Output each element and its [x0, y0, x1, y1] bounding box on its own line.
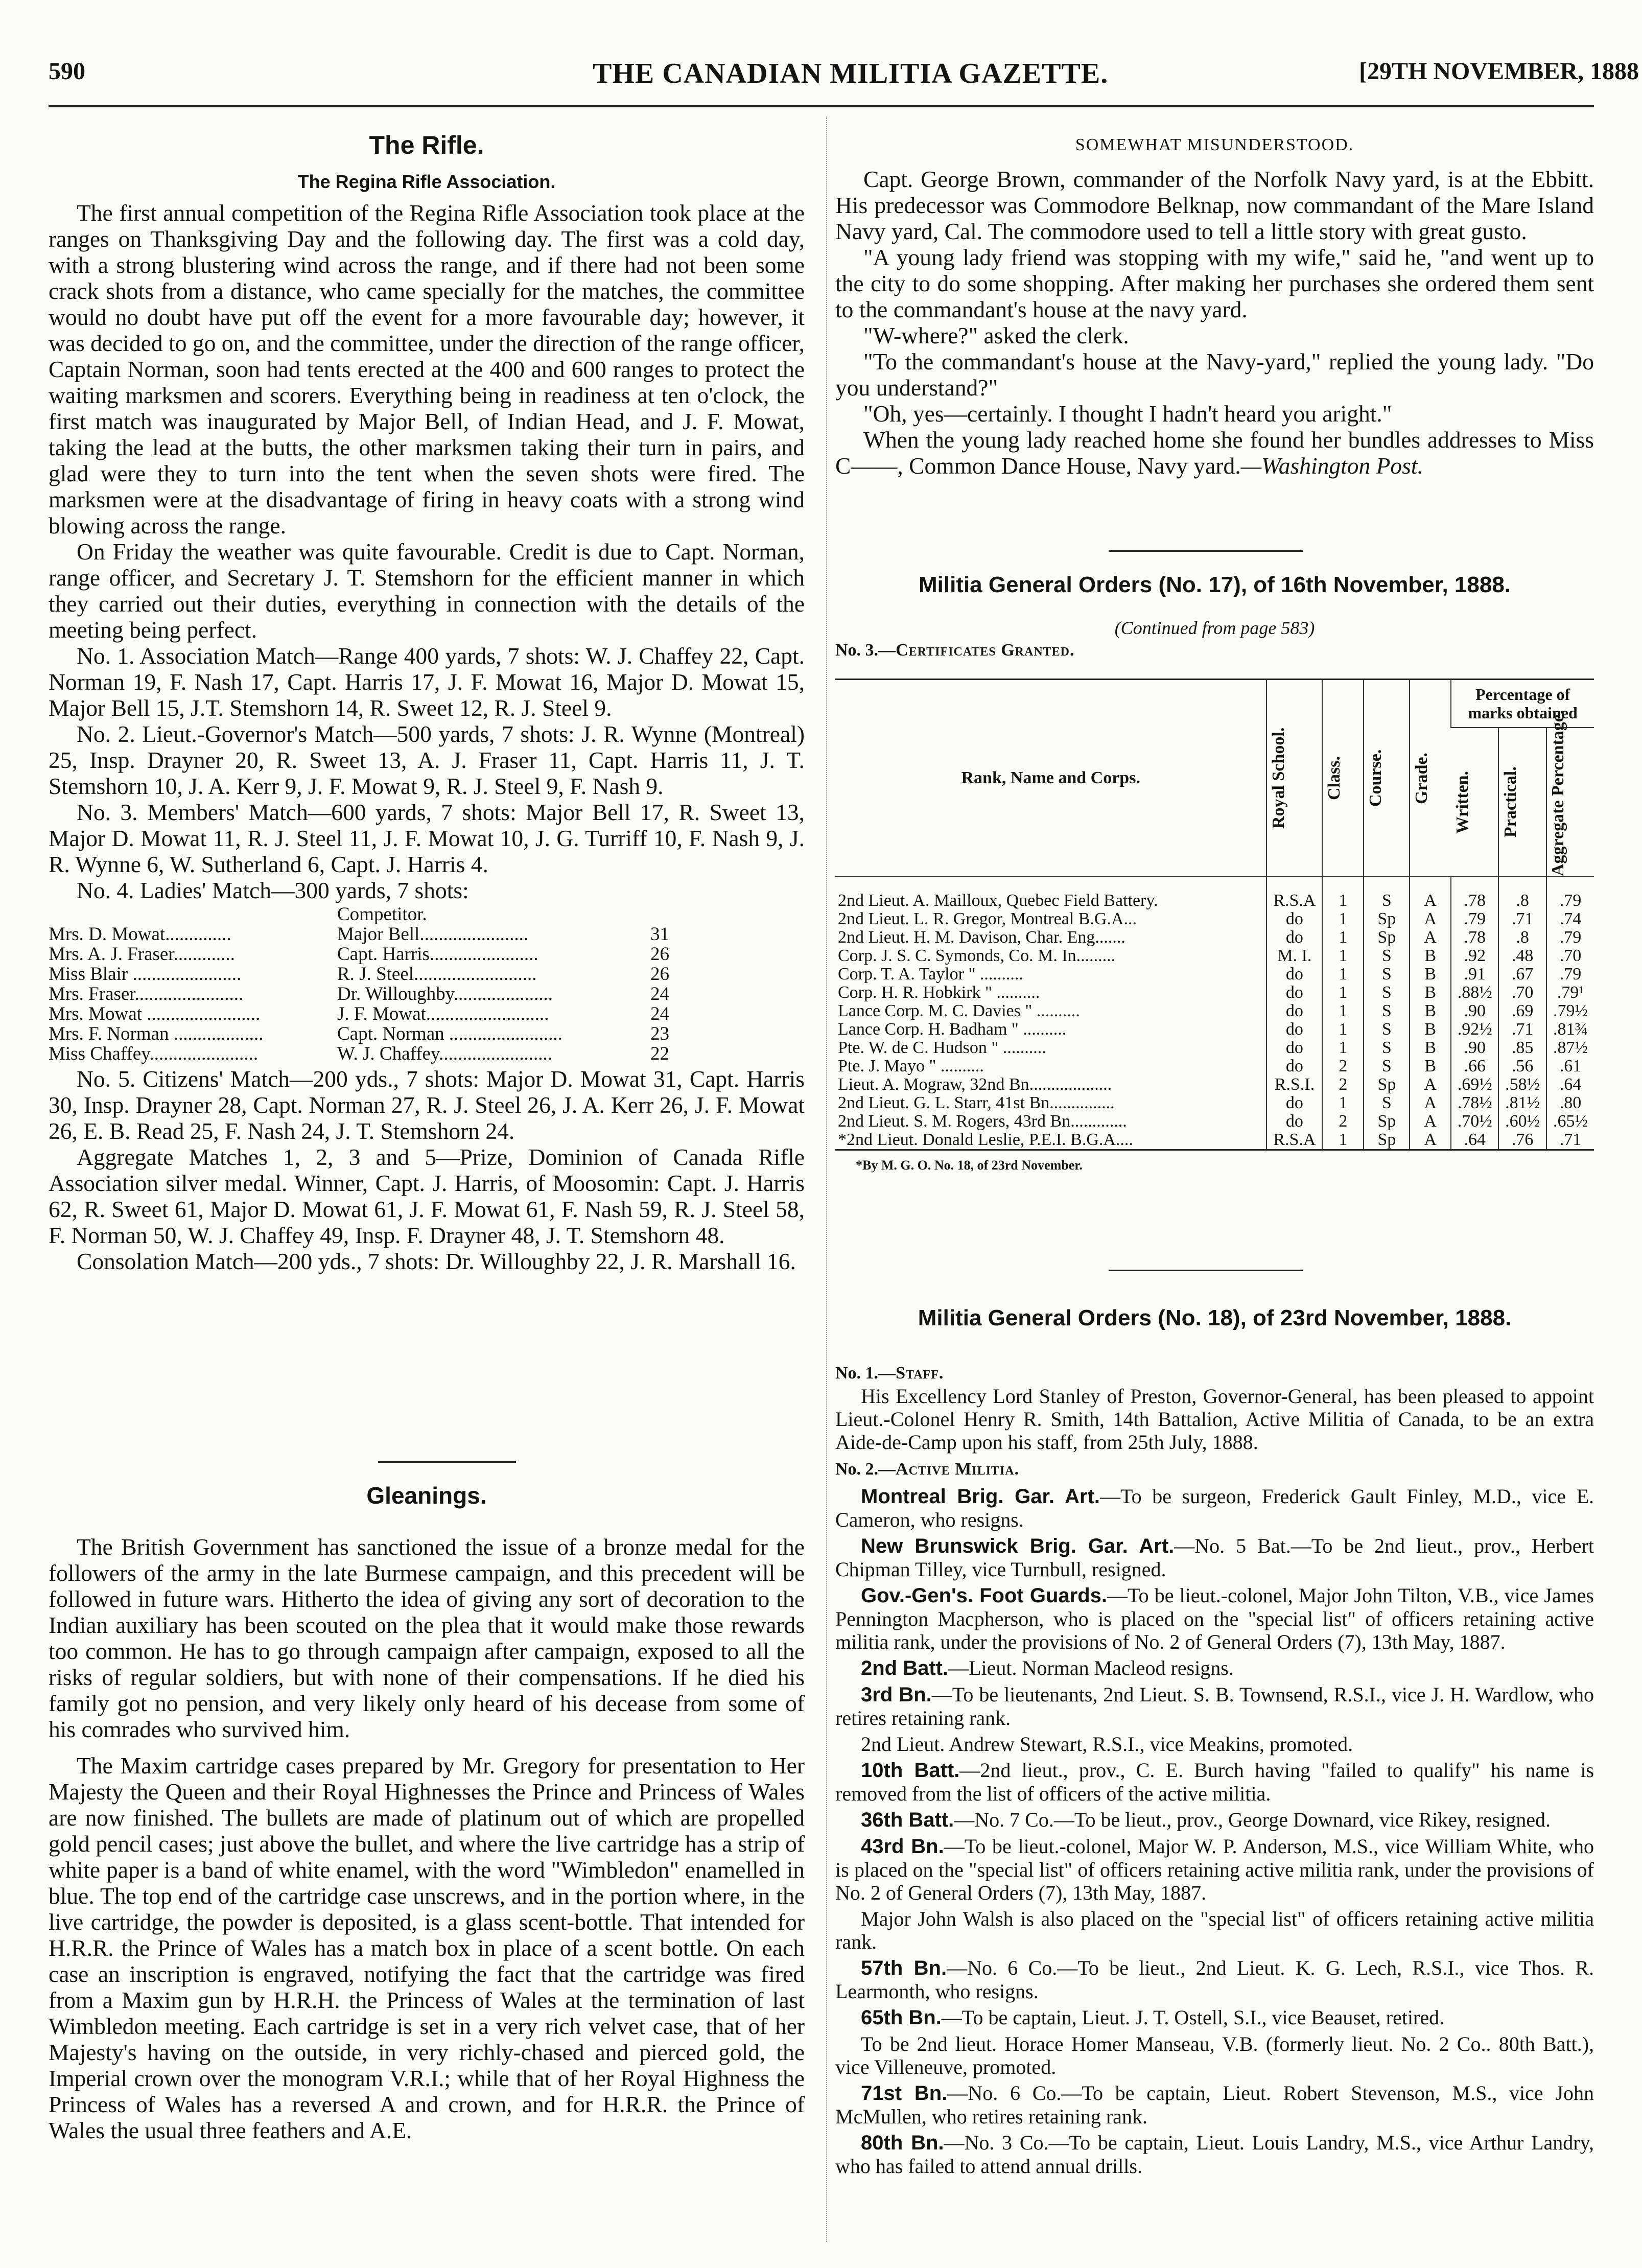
- cell-written: .88½: [1451, 984, 1498, 1002]
- score: 23: [650, 1023, 669, 1044]
- cell-royal-school: do: [1266, 1112, 1322, 1131]
- cell-practical: .48: [1498, 947, 1546, 965]
- paragraph: Aggregate Matches 1, 2, 3 and 5—Prize, Dominion of Canada Rifle Association silver medal. Winner, Capt. J. Harris, of Moosomin: Capt. J. Harris 62, R. Sweet 61, Major D. Mowat 61, J. F. Mowat 61, F. Nash 59, R. J. Steel 58, F. Norman 50, W. J. Chaffey 49, Insp. F. Drayner 48, J. T. Stemshorn 48.: [49, 1144, 805, 1248]
- cell-course: Sp: [1364, 910, 1410, 928]
- cell-class: 1: [1322, 1094, 1364, 1112]
- order-entry: [835, 1759, 1594, 1805]
- cell-written: .90: [1451, 1039, 1498, 1057]
- cell-royal-school: R.S.A: [1266, 1131, 1322, 1149]
- order-text: —Lieut. Norman Macleod resigns.: [948, 1656, 1234, 1679]
- cell-class: 1: [1322, 928, 1364, 947]
- cell-grade: A: [1410, 1131, 1451, 1149]
- cell-royal-school: do: [1266, 910, 1322, 928]
- cell-course: S: [1364, 1057, 1410, 1075]
- unit-name: 2nd Batt.: [861, 1657, 949, 1679]
- score: 26: [650, 944, 669, 965]
- col-grade: Grade.: [1410, 680, 1451, 877]
- cell-royal-school: do: [1266, 1002, 1322, 1020]
- cell-rank-name-corps: Corp. T. A. Taylor " ..........: [838, 965, 1023, 984]
- cell-course: Sp: [1364, 1075, 1410, 1094]
- order-text: —To be lieutenants, 2nd Lieut. S. B. Townsend, R.S.I., vice J. H. Wardlow, who retires retaining rank.: [835, 1683, 1594, 1729]
- certificates-body: [835, 877, 1594, 1149]
- paragraph: No. 1. Association Match—Range 400 yards, 7 shots: W. J. Chaffey 22, Capt. Norman 19, F. Nash 17, Capt. Harris 17, J. F. Mowat 16, Major D. Mowat 15, Major Bell 15, J.T. Stemshorn 14, R. Sweet 12, R. J. Steel 9.: [49, 643, 805, 721]
- story-source: —Washington Post.: [1240, 453, 1423, 479]
- paragraph: On Friday the weather was quite favourable. Credit is due to Capt. Norman, range officer, and Secretary J. T. Stemshorn for the efficient manner in which they carried out their duties, everything in connection with the details of the meeting being perfect.: [49, 539, 805, 643]
- cell-written: .78½: [1451, 1094, 1498, 1112]
- ladies-row: [49, 924, 805, 944]
- cell-class: 2: [1322, 1057, 1364, 1075]
- paragraph: "To the commandant's house at the Navy-yard," replied the young lady. "Do you understand?": [835, 348, 1594, 401]
- ladies-row: [49, 944, 805, 964]
- cell-royal-school: R.S.I.: [1266, 1075, 1322, 1094]
- competitor-name: Capt. Harris.......................: [337, 944, 538, 964]
- lady-name: Mrs. Mowat ........................: [49, 1004, 261, 1024]
- col-school: Royal School.: [1266, 680, 1322, 877]
- cell-written: .92½: [1451, 1020, 1498, 1039]
- masthead-title: THE CANADIAN MILITIA GAZETTE.: [593, 58, 1109, 89]
- cell-practical: .70: [1498, 984, 1546, 1002]
- section-title-gleanings: Gleanings.: [366, 1482, 487, 1509]
- cell-grade: B: [1410, 947, 1451, 965]
- order-text: —No. 6 Co.—To be lieut., 2nd Lieut. K. G. Lech, R.S.I., vice Thos. R. Learmonth, who resigns.: [835, 1956, 1594, 2003]
- paragraph: No. 2. Lieut.-Governor's Match—500 yards, 7 shots: J. R. Wynne (Montreal) 25, Insp. Drayner 20, R. Sweet 13, A. J. Fraser 11, Capt. Harris 11, J. T. Stemshorn 10, J. A. Kerr 9, J. F. Mowat 9, R. J. Steel 9, F. Nash 9.: [49, 721, 805, 799]
- order-entry: [835, 1584, 1594, 1653]
- mgo17-title: Militia General Orders (No. 17), of 16th November, 1888.: [918, 572, 1511, 597]
- cell-class: 1: [1322, 984, 1364, 1002]
- cell-class: 2: [1322, 1112, 1364, 1131]
- cell-rank-name-corps: Corp. H. R. Hobkirk " ..........: [838, 983, 1040, 1002]
- cell-practical: .71: [1498, 910, 1546, 928]
- cell-written: .92: [1451, 947, 1498, 965]
- cell-rank-name-corps: Corp. J. S. C. Symonds, Co. M. In.........: [838, 946, 1116, 965]
- cell-course: S: [1364, 984, 1410, 1002]
- cell-royal-school: do: [1266, 1094, 1322, 1112]
- cell-practical: .69: [1498, 1002, 1546, 1020]
- paragraph: Consolation Match—200 yds., 7 shots: Dr. Willoughby 22, J. R. Marshall 16.: [77, 1248, 796, 1274]
- lady-name: Mrs. F. Norman ...................: [49, 1024, 264, 1044]
- order-entry: [835, 1956, 1594, 2003]
- mgo18-section: [835, 1305, 1594, 2181]
- table-row: [835, 1094, 1594, 1112]
- col-written: Written.: [1451, 728, 1498, 877]
- col-practical: Practical.: [1498, 728, 1546, 877]
- rifle-body: [49, 200, 805, 903]
- score: 24: [650, 984, 669, 1004]
- mgo18-body: [835, 1362, 1594, 2178]
- certificates-table-wrap: [835, 679, 1594, 1151]
- cell-aggregate: .80: [1546, 1094, 1594, 1112]
- table-header-row: [835, 680, 1594, 728]
- gleanings-section: [49, 1482, 805, 2143]
- cell-rank-name-corps: 2nd Lieut. G. L. Starr, 41st Bn...............: [838, 1093, 1115, 1112]
- column-divider: [826, 116, 827, 2242]
- cell-course: S: [1364, 1094, 1410, 1112]
- score: 26: [650, 964, 669, 985]
- certificates-table: [835, 680, 1594, 1149]
- order-entry: [835, 1733, 1594, 1756]
- paragraph: "W-where?" asked the clerk.: [863, 322, 1129, 348]
- table-row: [835, 1039, 1594, 1057]
- cell-rank-name-corps: 2nd Lieut. A. Mailloux, Quebec Field Battery.: [838, 891, 1158, 910]
- ladies-row: [49, 1044, 805, 1064]
- section-subtitle-regina: The Regina Rifle Association.: [297, 171, 556, 192]
- cell-royal-school: do: [1266, 1057, 1322, 1075]
- story-title: SOMEWHAT MISUNDERSTOOD.: [1075, 135, 1354, 154]
- cell-grade: A: [1410, 928, 1451, 947]
- section-rule: [1109, 1270, 1303, 1271]
- issue-date: [29TH NOVEMBER, 1888: [1359, 58, 1639, 85]
- col-percentage: Percentage of marks obtained: [1451, 680, 1594, 728]
- cell-written: .78: [1451, 877, 1498, 910]
- score: 24: [650, 1003, 669, 1024]
- paragraph: The British Government has sanctioned the issue of a bronze medal for the followers of the army in the late Burmese campaign, and this precedent will be followed in future wars. Hitherto the idea of giving any sort of decoration to the Indian auxiliary has been scouted on the plea that it would make those rewards too common. He has to go through campaign after campaign, exposed to all the risks of regular soldiers, but with none of their compensations. If he died his family got no pension, and very likely only heard of his decease from some of his comrades who survived him.: [49, 1534, 805, 1742]
- cell-class: 1: [1322, 1131, 1364, 1149]
- paragraph: No. 3. Members' Match—600 yards, 7 shots: Major Bell 17, R. Sweet 13, Major D. Mowat 11, R. J. Steel 11, J. F. Mowat 10, J. G. Turriff 10, F. Nash 9, J. R. Wynne 6, W. Sutherland 6, Capt. J. Harris 4.: [49, 799, 805, 877]
- table-row: [835, 984, 1594, 1002]
- cell-grade: A: [1410, 877, 1451, 910]
- cell-course: S: [1364, 1002, 1410, 1020]
- cell-written: .90: [1451, 1002, 1498, 1020]
- cell-course: Sp: [1364, 1112, 1410, 1131]
- table-footnote: *By M. G. O. No. 18, of 23rd November.: [856, 1158, 1083, 1173]
- cell-aggregate: .79: [1546, 877, 1594, 910]
- col-class: Class.: [1322, 680, 1364, 877]
- unit-name: 80th Bn.: [861, 2132, 944, 2154]
- story-body: [835, 166, 1594, 479]
- cell-royal-school: do: [1266, 1039, 1322, 1057]
- table-row: [835, 965, 1594, 984]
- cell-aggregate: .71: [1546, 1131, 1594, 1149]
- col-aggregate: Aggregate Percentage.: [1546, 728, 1594, 877]
- paragraph: The first annual competition of the Regina Rifle Association took place at the ranges on Thanksgiving Day and the following day. The first was a cold day, with a strong blustering wind across the range, and if there had not been some crack shots from a distance, who came specially for the matches, the committee would no doubt have put off the event for a more favourable day; however, it was decided to go on, and the committee, under the direction of the range officer, Captain Norman, soon had tents erected at the 400 and 600 ranges to protect the waiting marksmen and scorers. Everything being in readiness at ten o'clock, the first match was inaugurated by Major Bell, of Indian Head, and J. F. Mowat, taking the lead at the butts, the other marksmen taking their turn in pairs, and glad were they to turn into the tent when the seven shots were fired. The marksmen were at the disadvantage of firing in heavy coats with a strong wind blowing across the range.: [49, 200, 805, 539]
- unit-name: Gov.-Gen's. Foot Guards.: [861, 1584, 1108, 1607]
- cell-rank-name-corps: 2nd Lieut. H. M. Davison, Char. Eng.......: [838, 928, 1125, 947]
- ladies-row: [49, 964, 805, 984]
- cell-practical: .81½: [1498, 1094, 1546, 1112]
- cell-rank-name-corps: Pte. J. Mayo " ..........: [838, 1057, 984, 1075]
- table-row: [835, 1131, 1594, 1149]
- ladies-match-table: [49, 904, 805, 1064]
- order-text: —To be captain, Lieut. J. T. Ostell, S.I., vice Beauset, retired.: [941, 2006, 1445, 2029]
- ladies-header-row: [49, 904, 805, 924]
- cell-rank-name-corps: Lieut. A. Mograw, 32nd Bn...................: [838, 1075, 1112, 1094]
- cell-course: S: [1364, 877, 1410, 910]
- cell-class: 1: [1322, 947, 1364, 965]
- unit-name: 10th Batt.: [861, 1759, 960, 1782]
- order-entry: [835, 1683, 1594, 1729]
- cell-grade: B: [1410, 1039, 1451, 1057]
- cell-practical: .56: [1498, 1057, 1546, 1075]
- cell-practical: .60½: [1498, 1112, 1546, 1131]
- order-text: —No. 3 Co.—To be captain, Lieut. Louis Landry, M.S., vice Arthur Landry, who has failed to attend annual drills.: [835, 2131, 1594, 2178]
- cell-aggregate: .74: [1546, 910, 1594, 928]
- cell-practical: .8: [1498, 928, 1546, 947]
- mgo18-title: Militia General Orders (No. 18), of 23rd November, 1888.: [918, 1305, 1512, 1330]
- order-text: 2nd Lieut. Andrew Stewart, R.S.I., vice Meakins, promoted.: [861, 1733, 1353, 1756]
- cell-course: S: [1364, 947, 1410, 965]
- cell-course: Sp: [1364, 1131, 1410, 1149]
- order-entry: [835, 2082, 1594, 2128]
- unit-name: Montreal Brig. Gar. Art.: [861, 1485, 1100, 1508]
- subhead-certificates: No. 3.—Certificates Granted.: [835, 641, 1075, 660]
- lady-name: Mrs. Fraser.......................: [49, 984, 244, 1004]
- order-text: —To be lieut.-colonel, Major W. P. Anderson, M.S., vice William White, who is placed on the "special list" of officers retaining active militia rank, under the provisions of No. 2 of General Orders (7), 13th May, 1887.: [835, 1835, 1594, 1904]
- paragraph: "A young lady friend was stopping with my wife," said he, "and went up to the city to do some shopping. After making her purchases she ordered them sent to the commandant's house at the navy yard.: [835, 244, 1594, 322]
- competitor-name: Capt. Norman ........................: [337, 1024, 562, 1044]
- cell-course: S: [1364, 1020, 1410, 1039]
- order-text: —No. 6 Co.—To be captain, Lieut. Robert Stevenson, M.S., vice John McMullen, who retires retaining rank.: [835, 2082, 1594, 2128]
- ladies-row: [49, 1004, 805, 1024]
- cell-aggregate: .79¹: [1546, 984, 1594, 1002]
- unit-name: 65th Bn.: [861, 2006, 942, 2029]
- cell-class: 2: [1322, 1075, 1364, 1094]
- competitor-name: Major Bell.......................: [337, 924, 529, 944]
- lady-name: Mrs. D. Mowat..............: [49, 924, 231, 944]
- cell-grade: B: [1410, 1002, 1451, 1020]
- cell-aggregate: .70: [1546, 947, 1594, 965]
- cell-rank-name-corps: 2nd Lieut. L. R. Gregor, Montreal B.G.A...: [838, 909, 1137, 928]
- cell-course: S: [1364, 965, 1410, 984]
- unit-name: 71st Bn.: [861, 2082, 948, 2105]
- ladies-row: [49, 984, 805, 1004]
- cell-rank-name-corps: Pte. W. de C. Hudson " ..........: [838, 1038, 1046, 1057]
- mgo17-section: [835, 572, 1594, 1173]
- cell-class: 1: [1322, 910, 1364, 928]
- unit-name: 57th Bn.: [861, 1957, 947, 1979]
- competitor-name: R. J. Steel..........................: [337, 964, 537, 984]
- col-course: Course.: [1364, 680, 1410, 877]
- table-row: [835, 1112, 1594, 1131]
- order-entry: [835, 2131, 1594, 2178]
- lady-name: Miss Chaffey.......................: [49, 1044, 259, 1064]
- cell-aggregate: .81¾: [1546, 1020, 1594, 1039]
- order-text: —No. 7 Co.—To be lieut., prov., George Downard, vice Rikey, resigned.: [954, 1808, 1551, 1831]
- table-row: [835, 877, 1594, 910]
- order-text: —To be surgeon, Frederick Gault Finley, M.D., vice E. Cameron, who resigns.: [835, 1485, 1594, 1531]
- subhead-staff: No. 1.—Staff.: [835, 1364, 944, 1383]
- cell-class: 1: [1322, 877, 1364, 910]
- order-entry: [835, 1534, 1594, 1581]
- cell-royal-school: M. I.: [1266, 947, 1322, 965]
- cell-grade: A: [1410, 910, 1451, 928]
- order-entry: [835, 1485, 1594, 1531]
- cell-grade: A: [1410, 1094, 1451, 1112]
- ladies-row: [49, 1024, 805, 1044]
- cell-royal-school: do: [1266, 984, 1322, 1002]
- lady-name: Mrs. A. J. Fraser.............: [49, 944, 235, 964]
- rifle-body-cont: [49, 1066, 805, 1274]
- cell-class: 1: [1322, 1020, 1364, 1039]
- competitor-name: Dr. Willoughby.....................: [337, 984, 553, 1004]
- paragraph: Capt. George Brown, commander of the Norfolk Navy yard, is at the Ebbitt. His predecessor was Commodore Belknap, now commandant of the Mare Island Navy yard, Cal. The commodore used to tell a little story with great gusto.: [835, 166, 1594, 244]
- lady-name: Miss Blair .......................: [49, 964, 242, 984]
- cell-class: 1: [1322, 965, 1364, 984]
- cell-aggregate: .64: [1546, 1075, 1594, 1094]
- cell-course: S: [1364, 1039, 1410, 1057]
- order-entries: [835, 1485, 1594, 2178]
- cell-grade: B: [1410, 965, 1451, 984]
- order-entry: [835, 2032, 1594, 2078]
- cell-aggregate: .79½: [1546, 1002, 1594, 1020]
- table-row: [835, 928, 1594, 947]
- paragraph: His Excellency Lord Stanley of Preston, Governor-General, has been pleased to appoint Lieut.-Colonel Henry R. Smith, 14th Battalion, Active Militia of Canada, to be an extra Aide-de-Camp upon his staff, from 25th July, 1888.: [835, 1385, 1594, 1454]
- unit-name: 36th Batt.: [861, 1809, 954, 1831]
- order-text: —No. 5 Bat.—To be 2nd lieut., prov., Herbert Chipman Tilley, vice Turnbull, resigned.: [835, 1534, 1594, 1581]
- cell-written: .66: [1451, 1057, 1498, 1075]
- gleanings-body: [49, 1534, 805, 2143]
- cell-practical: .71: [1498, 1020, 1546, 1039]
- col-rank: Rank, Name and Corps.: [835, 680, 1266, 877]
- cell-royal-school: do: [1266, 1020, 1322, 1039]
- order-text: To be 2nd lieut. Horace Homer Manseau, V.B. (formerly lieut. No. 2 Co.. 80th Batt.), vice Villeneuve, promoted.: [835, 2032, 1594, 2078]
- cell-class: 1: [1322, 1039, 1364, 1057]
- unit-name: 3rd Bn.: [861, 1684, 932, 1706]
- cell-written: .70½: [1451, 1112, 1498, 1131]
- order-text: Major John Walsh is also placed on the "special list" of officers retaining active militia rank.: [835, 1907, 1594, 1953]
- cell-written: .69½: [1451, 1075, 1498, 1094]
- paragraph: The Maxim cartridge cases prepared by Mr. Gregory for presentation to Her Majesty the Queen and their Royal Highnesses the Prince and Princess of Wales are now finished. The bullets are made of platinum out of which are propelled gold pencil cases; just above the bullet, and where the live cartridge has a strip of white paper is a band of white enamel, with the word "Wimbledon" enamelled in blue. The top end of the cartridge case unscrews, and in the portion where, in the live cartridge, the powder is deposited, is a glass scent-bottle. That intended for H.R.R. the Prince of Wales has a match box in place of a scent bottle. On each case an inscription is engraved, notifying the fact that the cartridge was fired from a Maxim gun by H.R.H. the Princess of Wales at the termination of last Wimbledon meeting. Each cartridge is set in a very rich velvet case, that of her Majesty's having on the outside, in very richly-chased and pierced gold, the Imperial crown over the monogram V.R.I.; while that of her Royal Highness the Princess of Wales has a reversed A and crown, and for H.R.R. the Prince of Wales the usual three feathers and A.E.: [49, 1752, 805, 2143]
- cell-grade: B: [1410, 1020, 1451, 1039]
- cell-aggregate: .61: [1546, 1057, 1594, 1075]
- paragraph: When the young lady reached home she found her bundles addresses to Miss C——, Common Dance House, Navy yard.—Washington Post.: [835, 427, 1594, 479]
- order-text: —To be lieut.-colonel, Major John Tilton, V.B., vice James Pennington Macpherson, who is placed on the "special list" of officers retaining active militia rank, under the provisions of No. 2 of General Orders (7), 13th May, 1887.: [835, 1584, 1594, 1653]
- cell-practical: .67: [1498, 965, 1546, 984]
- cell-grade: B: [1410, 1057, 1451, 1075]
- score: 22: [650, 1043, 669, 1064]
- continued-note: (Continued from page 583): [1114, 618, 1315, 638]
- order-entry: [835, 1808, 1594, 1832]
- cell-practical: .8: [1498, 877, 1546, 910]
- cell-rank-name-corps: Lance Corp. M. C. Davies " ..........: [838, 1001, 1080, 1020]
- cell-grade: A: [1410, 1075, 1451, 1094]
- unit-name: 43rd Bn.: [861, 1835, 944, 1858]
- page-number: 590: [49, 58, 85, 85]
- order-entry: [835, 1656, 1594, 1680]
- cell-royal-school: R.S.A: [1266, 877, 1322, 910]
- section-rule: [378, 1461, 516, 1463]
- table-row: [835, 1057, 1594, 1075]
- cell-written: .64: [1451, 1131, 1498, 1149]
- table-row: [835, 1020, 1594, 1039]
- cell-rank-name-corps: 2nd Lieut. S. M. Rogers, 43rd Bn.............: [838, 1112, 1127, 1131]
- cell-aggregate: .65½: [1546, 1112, 1594, 1131]
- order-entry: [835, 2006, 1594, 2029]
- cell-class: 1: [1322, 1002, 1364, 1020]
- cell-aggregate: .79: [1546, 928, 1594, 947]
- paragraph: No. 4. Ladies' Match—300 yards, 7 shots:: [77, 877, 469, 903]
- cell-aggregate: .79: [1546, 965, 1594, 984]
- cell-royal-school: do: [1266, 928, 1322, 947]
- paragraph: "Oh, yes—certainly. I thought I hadn't heard you aright.": [863, 401, 1392, 427]
- cell-grade: B: [1410, 984, 1451, 1002]
- cell-written: .79: [1451, 910, 1498, 928]
- section-rule: [1109, 550, 1303, 552]
- table-row: [835, 910, 1594, 928]
- cell-royal-school: do: [1266, 965, 1322, 984]
- cell-practical: .76: [1498, 1131, 1546, 1149]
- section-title-rifle: The Rifle.: [369, 131, 484, 159]
- paragraph: No. 5. Citizens' Match—200 yds., 7 shots: Major D. Mowat 31, Capt. Harris 30, Insp. Drayner 28, Capt. Norman 27, R. J. Steel 26, J. A. Kerr 26, J. F. Mowat 26, E. B. Read 25, F. Nash 24, J. T. Stemshorn 24.: [49, 1066, 805, 1144]
- order-text: —2nd lieut., prov., C. E. Burch having "failed to qualify" his name is removed from the list of officers of the active militia.: [835, 1759, 1594, 1805]
- cell-written: .78: [1451, 928, 1498, 947]
- header-rule: [49, 105, 1594, 107]
- order-entry: [835, 1835, 1594, 1904]
- cell-aggregate: .87½: [1546, 1039, 1594, 1057]
- rifle-section: [49, 130, 805, 1274]
- competitor-label: Competitor.: [337, 904, 427, 924]
- subhead-active-militia: No. 2.—Active Militia.: [835, 1460, 1020, 1479]
- competitor-name: J. F. Mowat..........................: [337, 1004, 549, 1024]
- table-row: [835, 1075, 1594, 1094]
- competitor-name: W. J. Chaffey........................: [337, 1044, 553, 1064]
- cell-practical: .85: [1498, 1039, 1546, 1057]
- cell-grade: A: [1410, 1112, 1451, 1131]
- cell-rank-name-corps: Lance Corp. H. Badham " ..........: [838, 1020, 1067, 1039]
- misunderstood-section: [835, 135, 1594, 479]
- order-entry: [835, 1907, 1594, 1953]
- unit-name: New Brunswick Brig. Gar. Art.: [861, 1535, 1175, 1557]
- cell-rank-name-corps: *2nd Lieut. Donald Leslie, P.E.I. B.G.A....: [838, 1130, 1133, 1149]
- cell-practical: .58½: [1498, 1075, 1546, 1094]
- table-row: [835, 947, 1594, 965]
- score: 31: [650, 924, 669, 945]
- table-row: [835, 1002, 1594, 1020]
- cell-written: .91: [1451, 965, 1498, 984]
- cell-course: Sp: [1364, 928, 1410, 947]
